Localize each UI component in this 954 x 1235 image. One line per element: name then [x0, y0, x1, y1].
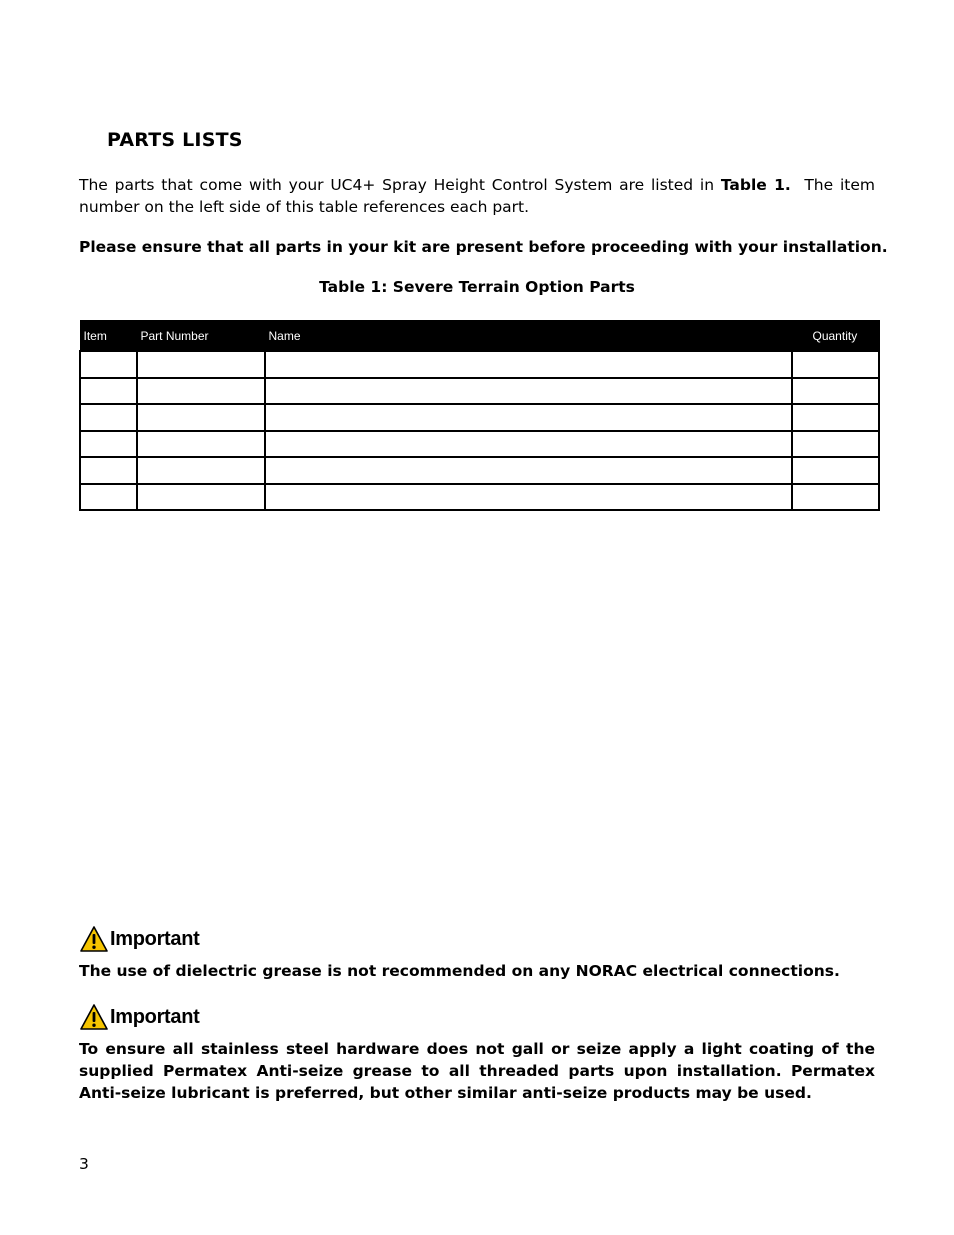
cell-part-number	[137, 351, 265, 378]
cell-quantity	[792, 457, 879, 484]
table-row	[80, 351, 879, 378]
cell-name	[265, 457, 792, 484]
section-title: PARTS LISTS	[107, 129, 243, 151]
table-header-row	[80, 321, 879, 352]
cell-name	[265, 351, 792, 378]
cell-part-number	[137, 457, 265, 484]
intro-paragraph	[79, 174, 880, 218]
important-heading-1	[79, 925, 200, 953]
cell-item	[80, 351, 137, 378]
header-quantity: Quantity	[792, 321, 879, 352]
table-row	[80, 484, 879, 511]
kit-check-notice: Please ensure that all parts in your kit are present before proceeding with your installation.	[79, 238, 888, 256]
dielectric-grease-warning: The use of dielectric grease is not recommended on any NORAC electrical connections.	[79, 962, 840, 980]
table-row	[80, 457, 879, 484]
cell-item	[80, 378, 137, 405]
warning-triangle-icon	[79, 925, 109, 953]
cell-quantity	[792, 378, 879, 405]
table-row	[80, 404, 879, 431]
table-row	[80, 431, 879, 458]
anti-seize-warning: To ensure all stainless steel hardware does not gall or seize apply a light coating of the supplied Permatex Anti-seize grease to all threaded parts upon installation. Permatex Anti-seize lubricant is preferred, but other similar anti-seize products may be used.	[79, 1040, 875, 1102]
parts-table	[79, 320, 880, 511]
header-part-number: Part Number	[137, 321, 265, 352]
warning-triangle-icon	[79, 1003, 109, 1031]
cell-name	[265, 484, 792, 511]
page-number: 3	[79, 1155, 89, 1173]
intro-text-2: The item number on the left side of this table references each part.	[79, 176, 880, 216]
important-label: Important	[110, 927, 200, 950]
cell-quantity	[792, 431, 879, 458]
important-label: Important	[110, 1005, 200, 1028]
cell-item	[80, 404, 137, 431]
header-name: Name	[265, 321, 792, 352]
table-reference: Table 1.	[720, 176, 791, 194]
table-row	[80, 378, 879, 405]
cell-item	[80, 484, 137, 511]
cell-name	[265, 431, 792, 458]
cell-part-number	[137, 378, 265, 405]
cell-item	[80, 457, 137, 484]
header-item: Item	[80, 321, 137, 352]
table-caption: Table 1: Severe Terrain Option Parts	[319, 278, 635, 296]
cell-quantity	[792, 484, 879, 511]
cell-part-number	[137, 431, 265, 458]
cell-part-number	[137, 484, 265, 511]
intro-text-1: The parts that come with your UC4+ Spray Height Control System are listed in	[79, 176, 721, 194]
cell-name	[265, 378, 792, 405]
cell-quantity	[792, 351, 879, 378]
cell-name	[265, 404, 792, 431]
important-heading-2	[79, 1003, 200, 1031]
cell-quantity	[792, 404, 879, 431]
cell-item	[80, 431, 137, 458]
cell-part-number	[137, 404, 265, 431]
